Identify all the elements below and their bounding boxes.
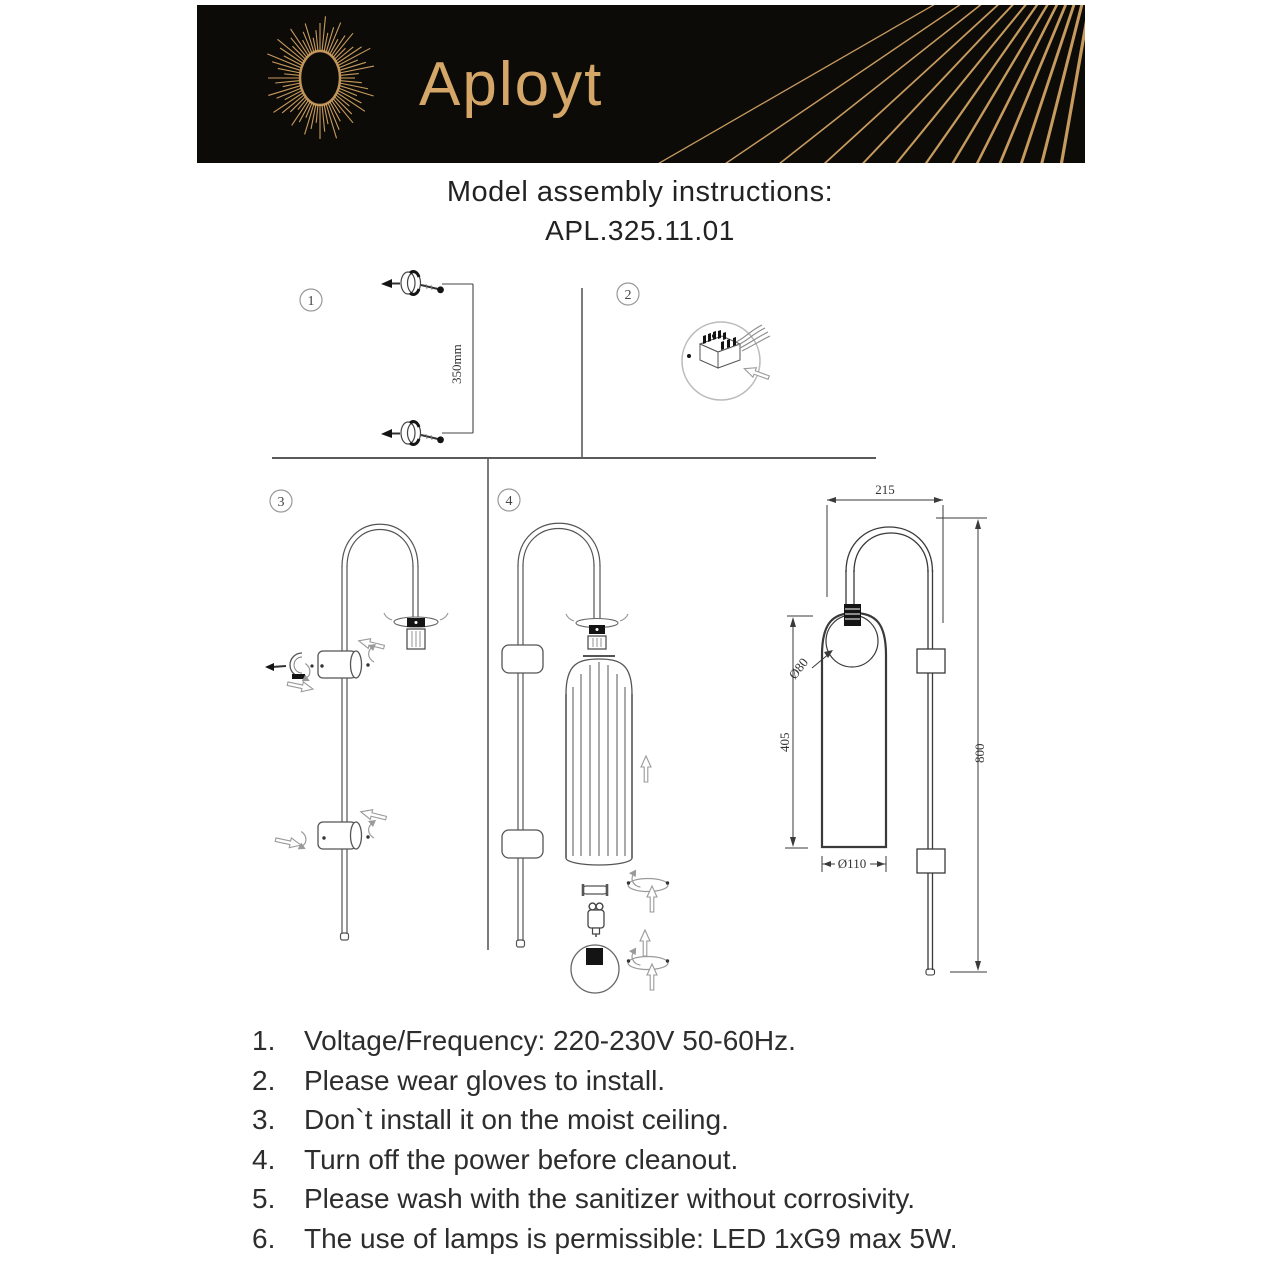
step-3-number: 3: [277, 495, 285, 510]
dimension-drawing: [777, 482, 987, 975]
arm-width-label: 215: [875, 482, 895, 497]
up-arrow-icon: [641, 756, 651, 782]
wall-bracket: [917, 849, 945, 873]
wall-anchor-icon: [381, 422, 444, 445]
instruction-item: [252, 1061, 1082, 1101]
g9-bulb-icon: [588, 903, 604, 937]
instruction-item: [252, 1100, 1082, 1140]
instruction-text: The use of lamps is permissible: LED 1xG9 max 5W.: [304, 1222, 958, 1254]
lamp-rod-and-arm: [341, 524, 419, 940]
detached-bracket-part: [265, 653, 314, 679]
ball-diffuser-part: [571, 945, 619, 993]
instruction-number: 4.: [252, 1143, 276, 1175]
up-arrow-icon: [640, 930, 650, 956]
instruction-number: 5.: [252, 1183, 276, 1214]
upper-bracket-cylinder: [502, 645, 543, 673]
step-1-wall-mounting-diagram: [300, 272, 473, 445]
model-number: APL.325.11.01: [545, 215, 735, 246]
instruction-number: 6.: [252, 1222, 276, 1254]
step-3-bracket-assembly-diagram: [265, 490, 448, 940]
shade-height-dimension: [785, 616, 813, 848]
twist-disc-icon: [627, 879, 669, 892]
instruction-text: Voltage/Frequency: 220-230V 50-60Hz.: [304, 1025, 796, 1056]
twist-disc-icon: [627, 957, 669, 970]
instruction-item: [252, 1021, 1082, 1061]
push-arrow-icon: [287, 679, 315, 694]
step-1-number: 1: [307, 294, 315, 309]
lower-bracket-cylinder: [502, 830, 543, 858]
rotate-arrow-icon: [302, 663, 312, 682]
section-divider-lines: [272, 288, 876, 950]
instruction-list: [252, 1021, 1082, 1258]
ball-diameter-label: Ø80: [785, 654, 812, 682]
lamp-outline: [822, 527, 935, 975]
step-4-number: 4: [505, 494, 513, 509]
instruction-item: [252, 1179, 1082, 1219]
instruction-text: Turn off the power before cleanout.: [304, 1143, 739, 1175]
push-arrow-icon: [358, 636, 386, 652]
wall-anchor-icon: [381, 272, 444, 295]
push-arrow-icon: [275, 835, 303, 850]
instruction-item: [252, 1219, 1082, 1259]
brand-name: Aployt: [419, 49, 604, 119]
mount-spacing-label: 350mm: [449, 344, 464, 384]
step-4-shade-assembly-diagram: [498, 489, 669, 993]
rotate-arrow-icon: [298, 831, 308, 850]
instruction-number: 3.: [252, 1104, 276, 1135]
instruction-text: Please wash with the sanitizer without corrosivity.: [304, 1183, 916, 1214]
lamp-socket: [384, 613, 448, 649]
shade-height-label: 405: [777, 732, 792, 752]
retaining-ring-part: [583, 884, 607, 896]
fluted-glass-shade: [566, 656, 632, 865]
instruction-number: 2.: [252, 1064, 276, 1096]
rotate-arrow-icon: [368, 820, 376, 838]
upper-bracket-cylinder: [318, 651, 362, 678]
instruction-text: Please wear gloves to install.: [304, 1064, 666, 1096]
step-2-wiring-diagram: [617, 283, 770, 400]
socket-block: [844, 604, 861, 626]
lamp-rod-and-arm: [517, 523, 601, 947]
step-2-number: 2: [624, 288, 632, 303]
page-title: Model assembly instructions:: [446, 176, 834, 208]
instruction-text: Don`t install it on the moist ceiling.: [304, 1104, 729, 1135]
wall-bracket: [917, 649, 945, 673]
instruction-number: 1.: [252, 1025, 276, 1056]
terminal-block-icon: [687, 325, 770, 382]
instruction-item: [252, 1140, 1082, 1180]
shade-diameter-label: Ø110: [837, 856, 867, 871]
lamp-socket: [566, 614, 628, 649]
total-height-label: 800: [972, 743, 987, 763]
lower-bracket-cylinder: [318, 822, 362, 849]
